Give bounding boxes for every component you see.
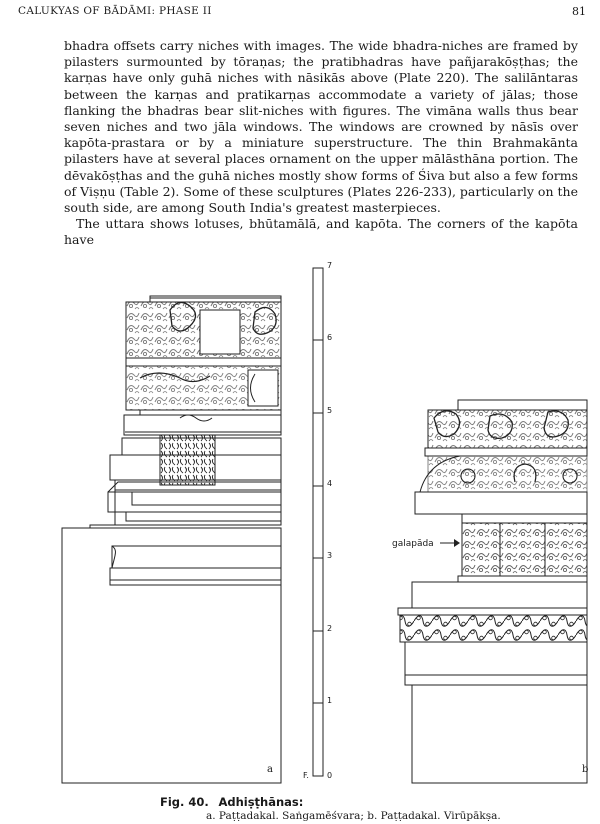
callout-arrow: [440, 539, 460, 547]
scale-label-4: 4: [327, 479, 333, 488]
adhisthana-drawing: [0, 250, 600, 790]
caption-title: Adhiṣṭhānas:: [218, 795, 304, 809]
page-number: 81: [572, 5, 586, 18]
scale-unit: F.: [303, 771, 309, 780]
running-head-title: CALUKYAS OF BĀDĀMI: PHASE II: [18, 5, 212, 17]
caption-sub: a. Paṭṭadakal. Saṅgamēśvara; b. Paṭṭadakal. Virūpākṣa.: [206, 810, 501, 822]
panel-a-galapada-carving: [160, 435, 215, 485]
running-head: [18, 5, 586, 21]
scale-label-7: 7: [327, 261, 333, 270]
figure-caption: [160, 795, 501, 823]
panel-b-elevation: [398, 400, 587, 783]
body-text: [64, 38, 578, 249]
panel-b-label: b: [582, 764, 589, 775]
paragraph-1: bhadra offsets carry niches with images. The wide bhadra-niches are framed by pilasters surmounted by tōraṇas; the pratibhadras have pañjarakōṣṭhas; the karṇas have only guhā niches with nāsikās above (Plate 220). The salilāntaras between the karṇas and pratikarṇas accommodate a variety of jālas; those flanking the bhadras bear slit-niches with figures. The vimāna walls thus bear seven niches and two jāla windows. The windows are crowned by nāsīs over kapōta-prastara or by a miniature superstructure. The thin Brahmakānta pilasters have at several places ornament on the upper mālāsthāna portion. The dēvakōṣṭhas and the guhā niches mostly show forms of Śiva but also a few forms of Viṣṇu (Table 2). Some of these sculptures (Plates 226-233), particularly on the south side, are among South India's greatest masterpieces.: [64, 38, 578, 216]
scale-label-3: 3: [327, 551, 333, 560]
scale-label-2: 2: [327, 624, 333, 633]
scale-label-0: 0: [327, 771, 333, 780]
figure-40: [0, 250, 600, 790]
galapada-callout: galapāda: [392, 539, 434, 549]
scale-label-5: 5: [327, 406, 333, 415]
panel-b-plinth: [412, 685, 587, 783]
panel-a-elevation: [62, 296, 281, 783]
caption-label: Fig. 40.: [160, 795, 209, 809]
panel-a-label: a: [267, 764, 273, 775]
scale-label-1: 1: [327, 696, 333, 705]
panel-a-plinth: [62, 528, 281, 783]
scale-label-6: 6: [327, 333, 333, 342]
paragraph-2: The uttara shows lotuses, bhūtamālā, and kapōta. The corners of the kapōta have: [64, 216, 578, 248]
scale-bar: [313, 268, 323, 776]
